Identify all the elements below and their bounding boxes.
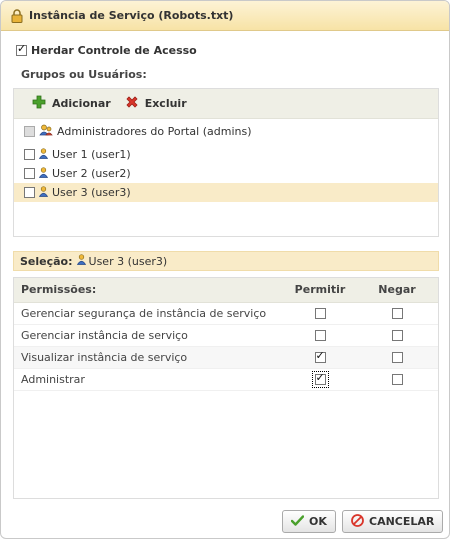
user3-checkbox[interactable]	[24, 187, 35, 198]
checkmark-icon	[291, 515, 304, 529]
add-button[interactable]	[32, 95, 111, 112]
allow-checkbox[interactable]	[315, 330, 326, 341]
window-title: Instância de Serviço (Robots.txt)	[29, 9, 234, 22]
allow-checkbox[interactable]	[315, 352, 326, 363]
permissions-header: Permissões:	[14, 278, 284, 302]
cancel-label: CANCELAR	[369, 515, 435, 528]
user-icon	[39, 186, 48, 200]
table-row	[14, 324, 438, 346]
groups-panel	[13, 88, 439, 237]
lock-icon	[11, 9, 23, 23]
plus-icon	[32, 95, 46, 112]
permissions-table	[14, 278, 438, 391]
deny-checkbox[interactable]	[392, 330, 403, 341]
list-item-user3[interactable]	[14, 183, 438, 202]
permission-name: Gerenciar instância de serviço	[14, 324, 284, 346]
list-item-label: Administradores do Portal (admins)	[57, 125, 252, 138]
table-row	[14, 346, 438, 368]
group-icon	[39, 124, 53, 139]
inherit-checkbox[interactable]	[16, 45, 27, 56]
permission-name: Visualizar instância de serviço	[14, 346, 284, 368]
title-bar	[1, 1, 449, 31]
ok-button[interactable]	[282, 510, 336, 533]
permission-name: Administrar	[14, 368, 284, 390]
deny-checkbox[interactable]	[392, 308, 403, 319]
ok-label: OK	[309, 515, 327, 528]
list-item-label: User 2 (user2)	[52, 167, 131, 180]
cancel-icon	[351, 514, 364, 530]
allow-header: Permitir	[284, 278, 356, 302]
list-item-user1[interactable]	[14, 145, 438, 164]
allow-checkbox[interactable]	[315, 308, 326, 319]
user-icon	[39, 148, 48, 162]
delete-x-icon	[125, 95, 139, 112]
user1-checkbox[interactable]	[24, 149, 35, 160]
deny-checkbox[interactable]	[392, 352, 403, 363]
permissions-panel	[13, 277, 439, 499]
allow-checkbox[interactable]	[315, 374, 326, 385]
cancel-button[interactable]	[342, 510, 443, 533]
groups-heading: Grupos ou Usuários:	[21, 68, 147, 81]
permission-name: Gerenciar segurança de instância de serviço	[14, 302, 284, 324]
groups-toolbar	[14, 89, 438, 119]
list-item-user2[interactable]	[14, 164, 438, 183]
list-item-label: User 1 (user1)	[52, 148, 131, 161]
table-row	[14, 302, 438, 324]
list-item-label: User 3 (user3)	[52, 186, 131, 199]
admins-checkbox	[24, 126, 35, 137]
user-icon	[77, 254, 86, 268]
deny-checkbox[interactable]	[392, 374, 403, 385]
inherit-label: Herdar Controle de Acesso	[31, 44, 197, 57]
delete-button[interactable]	[125, 95, 187, 112]
selection-label: Seleção:	[20, 254, 73, 268]
list-item-admins[interactable]	[14, 122, 438, 141]
add-label: Adicionar	[52, 97, 111, 110]
user-icon	[39, 167, 48, 181]
deny-header: Negar	[356, 278, 438, 302]
selection-bar	[13, 251, 439, 271]
user2-checkbox[interactable]	[24, 168, 35, 179]
inherit-access-control[interactable]	[16, 44, 197, 57]
delete-label: Excluir	[144, 97, 187, 110]
selection-value: User 3 (user3)	[88, 254, 168, 268]
table-row	[14, 368, 438, 390]
